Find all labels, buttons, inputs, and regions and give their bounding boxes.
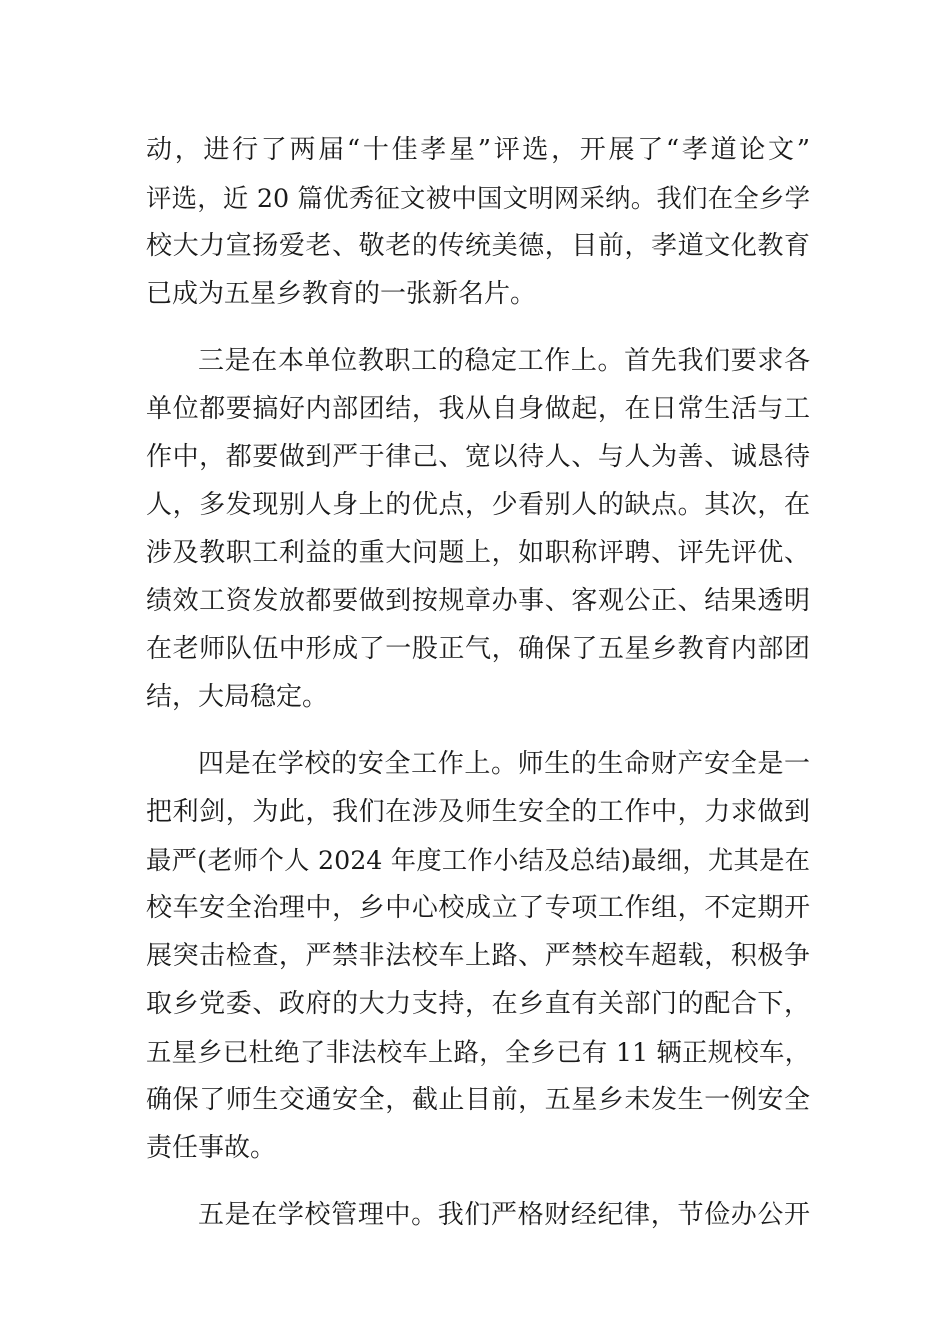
- text-line: 把利剑，为此，我们在涉及师生安全的工作中，力求做到: [146, 797, 810, 827]
- text-line: 动，进行了两届“十佳孝星”评选，开展了“孝道论文”: [146, 135, 810, 165]
- text-line: 校大力宣扬爱老、敬老的传统美德，目前，孝道文化教育: [146, 231, 810, 261]
- paragraph-school-management: [146, 1191, 810, 1239]
- paragraph-school-safety: [146, 740, 810, 1172]
- text-line: 展突击检查，严禁非法校车上路、严禁校车超载，积极争: [146, 941, 810, 971]
- text-line: 单位都要搞好内部团结，我从自身做起，在日常生活与工: [146, 394, 810, 424]
- text-line: 确保了师生交通安全，截止目前，五星乡未发生一例安全: [146, 1085, 810, 1115]
- paragraph-xiaodao-continued: [146, 126, 810, 318]
- text-line: 作中，都要做到严于律己、宽以待人、与人为善、诚恳待: [146, 442, 810, 472]
- text-line: 责任事故。: [146, 1133, 277, 1163]
- text-line: 五是在学校管理中。我们严格财经纪律，节俭办公开: [198, 1200, 810, 1230]
- text-line: 人，多发现别人身上的优点，少看别人的缺点。其次，在: [146, 490, 810, 520]
- document-body: [146, 126, 810, 1258]
- text-line: 已成为五星乡教育的一张新名片。: [146, 279, 537, 309]
- text-line: 评选，近 20 篇优秀征文被中国文明网采纳。我们在全乡学: [146, 183, 810, 213]
- paragraph-staff-stability: [146, 337, 810, 721]
- text-line: 涉及教职工利益的重大问题上，如职称评聘、评先评优、: [146, 538, 810, 568]
- text-line: 校车安全治理中，乡中心校成立了专项工作组，不定期开: [146, 893, 810, 923]
- text-line: 三是在本单位教职工的稳定工作上。首先我们要求各: [198, 346, 810, 376]
- text-line: 取乡党委、政府的大力支持，在乡直有关部门的配合下，: [146, 989, 810, 1019]
- text-line: 五星乡已杜绝了非法校车上路，全乡已有 11 辆正规校车，: [146, 1037, 810, 1067]
- text-line: 四是在学校的安全工作上。师生的生命财产安全是一: [198, 749, 810, 779]
- text-line: 最严(老师个人 2024 年度工作小结及总结)最细，尤其是在: [146, 845, 810, 875]
- text-line: 结，大局稳定。: [146, 682, 329, 712]
- text-line: 在老师队伍中形成了一股正气，确保了五星乡教育内部团: [146, 634, 810, 664]
- text-line: 绩效工资发放都要做到按规章办事、客观公正、结果透明: [146, 586, 810, 616]
